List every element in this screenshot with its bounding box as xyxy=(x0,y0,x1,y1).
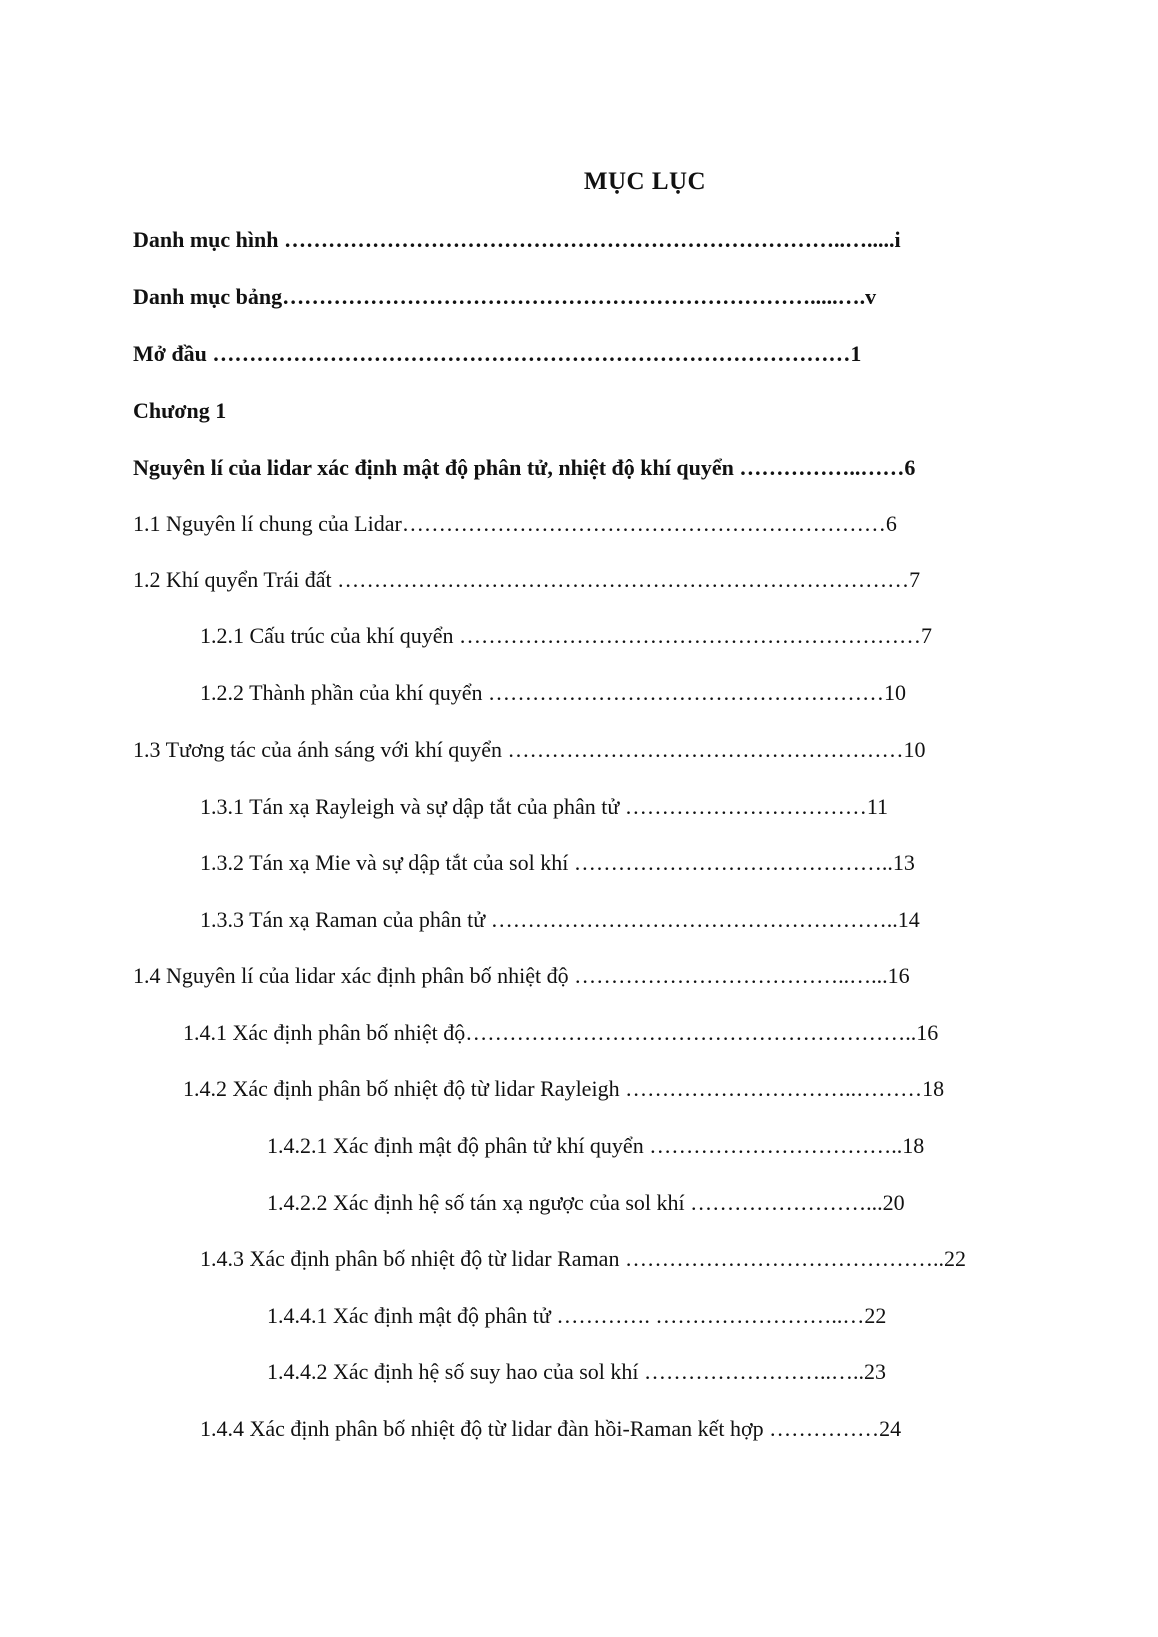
toc-entry: 1.4.4.2 Xác định hệ số suy hao của sol khí ……………………..…..23 xyxy=(267,1359,886,1384)
toc-entry: 1.1 Nguyên lí chung của Lidar…………………………………………………………6 xyxy=(133,511,897,536)
toc-entry: 1.3.1 Tán xạ Rayleigh và sự dập tắt của phân tử ……………………………11 xyxy=(200,794,889,819)
toc-entry: 1.4.4.1 Xác định mật độ phân tử …………. ……………………..…22 xyxy=(267,1303,887,1328)
toc-entry: 1.4.4 Xác định phân bố nhiệt độ từ lidar đàn hồi-Raman kết hợp ……………24 xyxy=(200,1416,902,1441)
toc-entry: 1.3.3 Tán xạ Raman của phân tử ………………………………………………..14 xyxy=(200,907,920,932)
toc-entry: Danh mục hình …………………………………………………………………..….....i xyxy=(133,227,901,252)
toc-entry: Danh mục bảng……………………………………………………………….....….v xyxy=(133,284,877,309)
toc-entry: 1.4 Nguyên lí của lidar xác định phân bố nhiệt độ ………………………………..…...16 xyxy=(133,963,910,988)
toc-entry: 1.3.2 Tán xạ Mie và sự dập tắt của sol khí ……………………………………..13 xyxy=(200,850,915,875)
toc-entry: 1.4.1 Xác định phân bố nhiệt độ……………………………………………………..16 xyxy=(183,1020,939,1045)
toc-entry: 1.4.2 Xác định phân bố nhiệt độ từ lidar Rayleigh …………………………..………18 xyxy=(183,1076,945,1101)
toc-entry: 1.2.2 Thành phần của khí quyển ………………………………………………10 xyxy=(200,680,906,705)
toc-entry: 1.2.1 Cấu trúc của khí quyển ………………………………………………………7 xyxy=(200,623,933,648)
toc-entry: 1.2 Khí quyển Trái đất ……………………………………………………………………7 xyxy=(133,567,921,592)
toc-entry: 1.3 Tương tác của ánh sáng với khí quyển ………………………………………………10 xyxy=(133,737,926,762)
toc-entry: 1.4.2.1 Xác định mật độ phân tử khí quyển ……………………………..18 xyxy=(267,1133,925,1158)
toc-chapter-heading: Chương 1 xyxy=(133,398,227,423)
toc-entry: Mở đầu ……………………………………………………………………………1 xyxy=(133,341,862,366)
toc-entry: 1.4.2.2 Xác định hệ số tán xạ ngược của sol khí ……………………...20 xyxy=(267,1190,905,1215)
toc-entry: 1.4.3 Xác định phân bố nhiệt độ từ lidar Raman ……………………………………..22 xyxy=(200,1246,966,1271)
toc-title: MỤC LỤC xyxy=(583,168,707,195)
toc-entry: Nguyên lí của lidar xác định mật độ phân tử, nhiệt độ khí quyển ……………..……6 xyxy=(133,455,916,480)
